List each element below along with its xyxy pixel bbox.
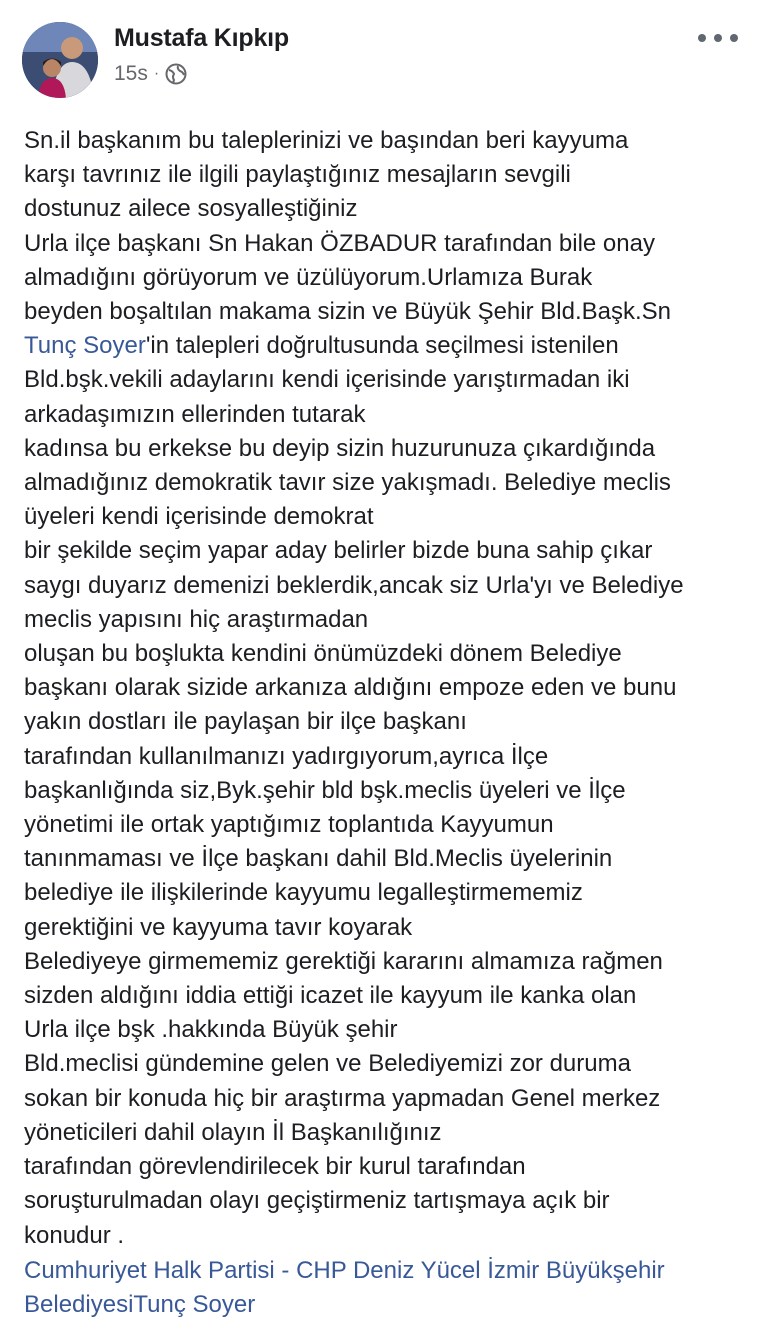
post-line-with-mention <box>24 329 754 363</box>
post-meta <box>114 62 187 86</box>
post-line: meclis yapısını hiç araştırmadan <box>24 605 369 633</box>
more-options-button[interactable] <box>698 26 738 50</box>
post-timestamp[interactable]: 15s <box>114 62 148 85</box>
post-line: yöneticileri dahil olayın İl Başkanılığınız <box>24 1118 442 1146</box>
post-line: başkanı olarak sizide arkanıza aldığını empoze eden ve bunu <box>24 674 677 702</box>
post-line: sokan bir konuda hiç bir araştırma yapmadan Genel merkez <box>24 1084 661 1112</box>
post-line: tarafından görevlendirilecek bir kurul tarafından <box>24 1153 526 1181</box>
post-line: başkanlığında siz,Byk.şehir bld bşk.meclis üyeleri ve İlçe <box>24 776 626 804</box>
post-line: belediye ile ilişkilerinde kayyumu legalleştirmememiz <box>24 879 583 907</box>
post-line: karşı tavrınız ile ilgili paylaştığınız mesajların sevgili <box>24 161 571 189</box>
post-text <box>24 124 754 1253</box>
meta-separator: · <box>153 65 160 82</box>
tag-link[interactable]: Cumhuriyet Halk Partisi - CHP Deniz Yücel İzmir Büyükşehir <box>24 1257 665 1284</box>
post-line: tarafından kullanılmanızı yadırgıyorum,ayrıca İlçe <box>24 742 549 770</box>
post-line: Sn.il başkanım bu taleplerinizi ve başından beri kayyuma <box>24 127 629 154</box>
post-line: yakın dostları ile paylaşan bir ilçe başkanı <box>24 708 467 736</box>
post-line: beyden boşaltılan makama sizin ve Büyük Şehir Bld.Başk.Sn <box>24 298 672 326</box>
post-line: kadınsa bu erkekse bu deyip sizin huzurunuza çıkardığında <box>24 434 656 462</box>
profile-avatar[interactable] <box>22 22 98 98</box>
author-name[interactable]: Mustafa Kıpkıp <box>114 24 289 52</box>
mention-link[interactable]: Tunç Soyer <box>24 332 146 360</box>
post-line: almadığını görüyorum ve üzülüyorum.Urlamıza Burak <box>24 263 593 291</box>
post-line: Urla ilçe bşk .hakkında Büyük şehir <box>24 1016 398 1044</box>
mention-suffix: 'in talepleri doğrultusunda seçilmesi istenilen <box>145 332 619 360</box>
globe-icon[interactable] <box>165 63 187 85</box>
post-line: Urla ilçe başkanı Sn Hakan ÖZBADUR tarafından bile onay <box>24 229 655 257</box>
post-line: tanınmaması ve İlçe başkanı dahil Bld.Meclis üyelerinin <box>24 845 613 873</box>
post-header <box>0 0 768 110</box>
post-line: almadığınız demokratik tavır size yakışmadı. Belediye meclis <box>24 469 671 497</box>
post-line: oluşan bu boşlukta kendini önümüzdeki dönem Belediye <box>24 640 622 668</box>
post-line: gerektiğini ve kayyuma tavır koyarak <box>24 913 413 941</box>
post-line: sizden aldığını iddia ettiği icazet ile kayyum ile kanka olan <box>24 982 637 1010</box>
post-line: arkadaşımızın ellerinden tutarak <box>24 400 366 428</box>
post-line: yönetimi ile ortak yaptığımız toplantıda Kayyumun <box>24 811 554 839</box>
post-line: Bld.meclisi gündemine gelen ve Belediyemizi zor duruma <box>24 1050 631 1078</box>
post-line: üyeleri kendi içerisinde demokrat <box>24 503 374 531</box>
post-tags <box>24 1254 754 1322</box>
avatar-photo <box>22 22 98 98</box>
tag-link[interactable]: BelediyesiTunç Soyer <box>24 1291 256 1319</box>
post-line: Bld.bşk.vekili adaylarını kendi içerisinde yarıştırmadan iki <box>24 366 630 394</box>
post-line: dostunuz ailece sosyalleştiğiniz <box>24 195 358 223</box>
post-line: Belediyeye girmememiz gerektiği kararını almamıza rağmen <box>24 947 663 975</box>
post-line: soruşturulmadan olayı geçiştirmeniz tartışmaya açık bir <box>24 1187 610 1215</box>
post-line: konudur . <box>24 1221 125 1249</box>
more-horizontal-icon <box>698 34 706 42</box>
post-line: bir şekilde seçim yapar aday belirler bizde buna sahip çıkar <box>24 537 653 565</box>
post-line: saygı duyarız demenizi beklerdik,ancak siz Urla'yı ve Belediye <box>24 571 684 599</box>
